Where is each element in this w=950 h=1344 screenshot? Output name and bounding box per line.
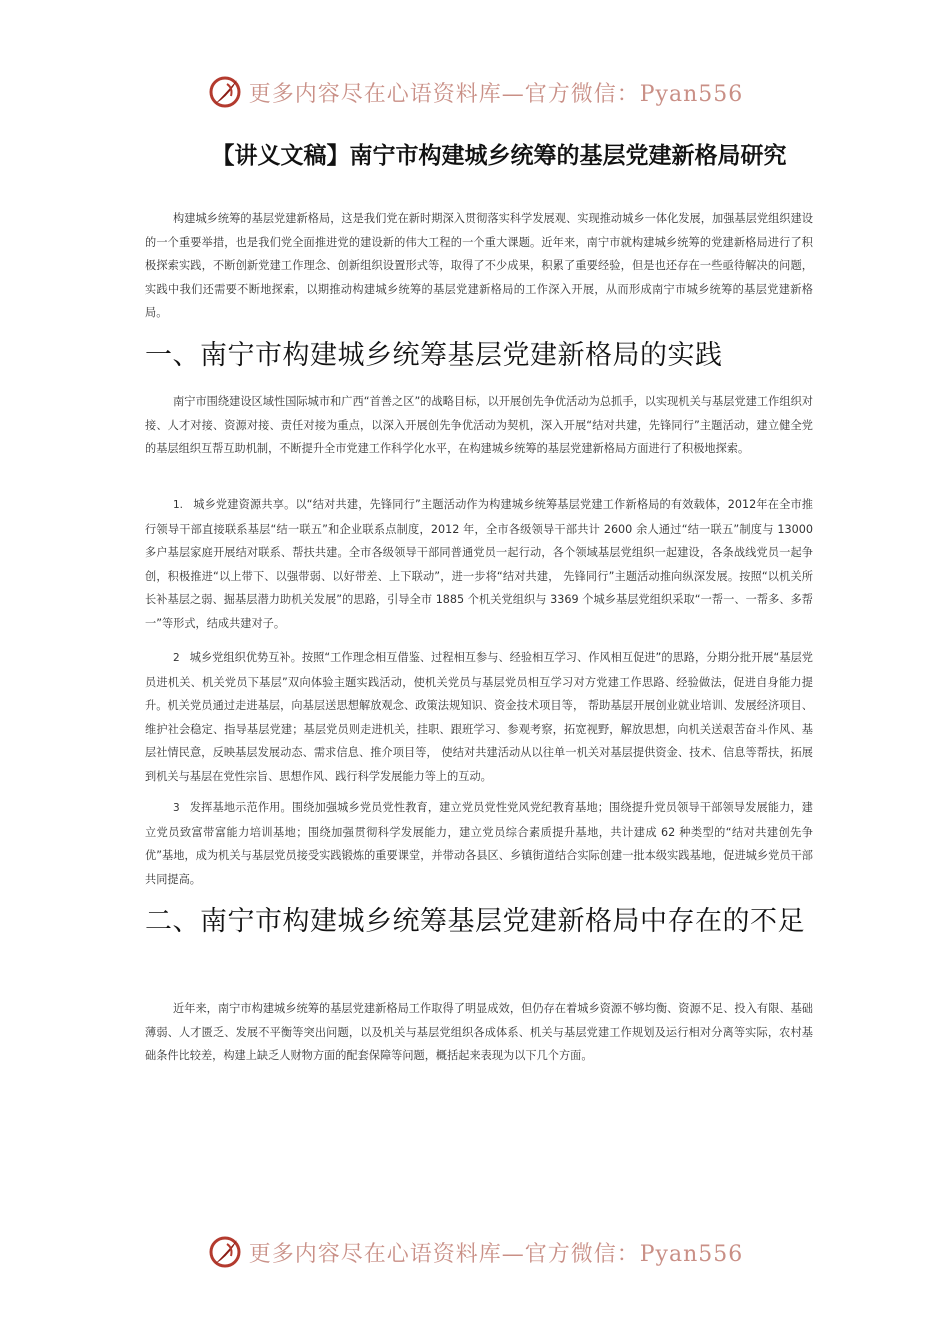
intro-section	[145, 207, 813, 325]
section-1	[145, 336, 813, 376]
item-text: 城乡党建资源共享。以“结对共建，先锋同行”主题活动作为构建城乡统筹基层党建工作新格局的有效载体，2012年在全市推行领导干部直接联系基层“结一联五”和企业联系点制度，2012 年，全市各级领导干部共计 2600 余人通过“结一联五”制度与 13000 多户基层家庭开展结对联系、帮扶共建。全市各级领导干部同普通党员一起行动，各个领域基层党组织一起建设，各条战线党员一起争创，积极推进“以上带下、以强带弱、以好带差、上下联动”，进一步将“结对共建， 先锋同行”主题活动推向纵深发展。按照“以机关所长补基层之弱、掘基层潜力助机关发展”的思路，引导全市 1885 个机关党组织与 3369 个城乡基层党组织采取“一帮一、一帮多、多帮一”等形式，结成共建对子。	[145, 498, 813, 630]
list-item	[145, 646, 813, 788]
footer-watermark-banner	[0, 1232, 950, 1272]
section-1-item-2	[145, 646, 813, 788]
item-number: 3	[173, 802, 180, 814]
section-2-body	[145, 997, 813, 1068]
list-item	[145, 796, 813, 891]
item-number: 2	[173, 652, 180, 664]
item-number: 1.	[173, 499, 184, 511]
section-1-item-3	[145, 796, 813, 891]
list-item	[145, 493, 813, 635]
section-2	[145, 902, 813, 942]
section-1-lead: 南宁市围绕建设区域性国际城市和广西“首善之区”的战略目标，以开展创先争优活动为总抓手，以实现机关与基层党建工作组织对接、人才对接、资源对接、责任对接为重点，以深入开展创先争优活动为契机，深入开展“结对共建，先锋同行”主题活动，建立健全党的基层组织互帮互助机制，不断提升全市党建工作科学化水平，在构建城乡统筹的基层党建新格局方面进行了积极地探索。	[145, 395, 813, 455]
quill-logo-icon	[207, 74, 243, 110]
document-title: 【讲义文稿】南宁市构建城乡统筹的基层党建新格局研究	[211, 143, 787, 169]
section-1-item-1	[145, 493, 813, 635]
item-text: 城乡党组织优势互补。按照“工作理念相互借鉴、过程相互参与、经验相互学习、作风相互促进”的思路，分期分批开展“基层党员进机关、机关党员下基层”双向体验主题实践活动，使机关党员与基层党员相互学习对方党建工作思路、经验做法，促进自身能力提升。机关党员通过走进基层，向基层送思想解放观念、政策法规知识、资金技术项目等， 帮助基层开展创业就业培训、发展经济项目、维护社会稳定、指导基层党建；基层党员则走进机关，挂职、跟班学习、参观考察，拓宽视野，解放思想，向机关送艰苦奋斗作风、基层社情民意，反映基层发展动态、需求信息、推介项目等， 使结对共建活动从以往单一机关对基层提供资金、技术、信息等帮扶，拓展到机关与基层在党性宗旨、思想作风、践行科学发展能力等上的互动。	[145, 651, 813, 783]
section-1-heading: 一、南宁市构建城乡统筹基层党建新格局的实践	[145, 340, 723, 371]
header-watermark-banner	[0, 72, 950, 112]
banner-text: 更多内容尽在心语资料库—官方微信：Pyan556	[248, 1241, 744, 1267]
item-text: 发挥基地示范作用。围绕加强城乡党员党性教育，建立党员党性党风党纪教育基地；围绕提升党员领导干部领导发展能力，建立党员致富带富能力培训基地；围绕加强贯彻科学发展能力，建立党员综合素质提升基地，共计建成 62 种类型的“结对共建创先争优”基地，成为机关与基层党员接受实践锻炼的重要课堂，并带动各县区、乡镇街道结合实际创建一批本级实践基地，促进城乡党员干部共同提高。	[145, 801, 813, 886]
banner-text: 更多内容尽在心语资料库—官方微信：Pyan556	[248, 81, 744, 107]
section-2-lead: 近年来，南宁市构建城乡统筹的基层党建新格局工作取得了明显成效，但仍存在着城乡资源不够均衡、资源不足、投入有限、基础薄弱、人才匮乏、发展不平衡等突出问题，以及机关与基层党组织各成体系、机关与基层党建工作规划及运行相对分离等实际，农村基础条件比较差，构建上缺乏人财物方面的配套保障等问题，概括起来表现为以下几个方面。	[145, 1002, 813, 1062]
intro-paragraph: 构建城乡统筹的基层党建新格局，这是我们党在新时期深入贯彻落实科学发展观、实现推动城乡一体化发展，加强基层党组织建设的一个重要举措，也是我们党全面推进党的建设新的伟大工程的一个重大课题。近年来，南宁市就构建城乡统筹的党建新格局进行了积极探索实践，不断创新党建工作理念、创新组织设置形式等，取得了不少成果，积累了重要经验，但是也还存在一些亟待解决的问题，实践中我们还需要不断地探索，以期推动构建城乡统筹的基层党建新格局的工作深入开展，从而形成南宁市城乡统筹的基层党建新格局。	[145, 212, 813, 319]
quill-logo-icon	[207, 1234, 243, 1270]
section-1-body	[145, 390, 813, 461]
section-2-heading: 二、南宁市构建城乡统筹基层党建新格局中存在的不足	[145, 906, 805, 937]
